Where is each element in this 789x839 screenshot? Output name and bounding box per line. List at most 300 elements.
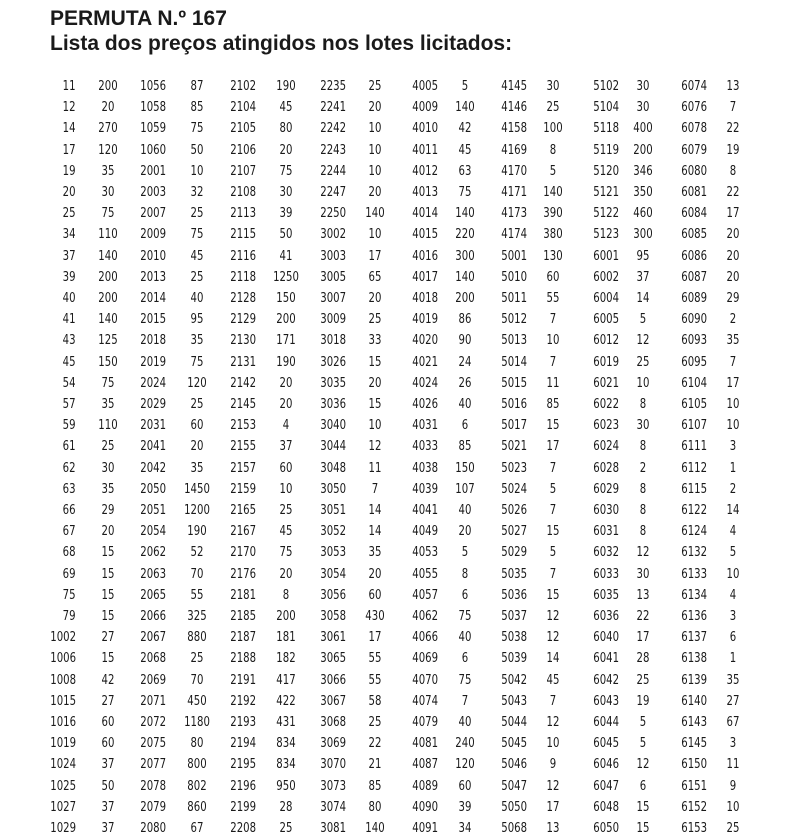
lot-number: 2185 [230, 609, 256, 624]
lot-price: 400 [633, 121, 653, 137]
table-row [0, 585, 789, 606]
lot-price: 55 [546, 291, 560, 306]
lot-price: 200 [98, 269, 118, 285]
lot-number: 6105 [681, 397, 707, 412]
lot-price: 800 [187, 757, 207, 773]
lot-price: 15 [546, 587, 560, 603]
lot-number: 4016 [412, 248, 438, 264]
lot-number: 2029 [140, 397, 166, 412]
lot-number: 6022 [593, 397, 619, 412]
lot-number: 4019 [412, 312, 438, 328]
lot-price: 10 [726, 397, 740, 412]
lot-price: 75 [190, 121, 204, 137]
lot-number: 2145 [230, 397, 256, 412]
lot-price: 10 [279, 481, 293, 497]
lot-price: 20 [368, 375, 382, 391]
lot-number: 3069 [320, 736, 346, 752]
lot-price: 200 [276, 312, 296, 328]
lot-price: 200 [633, 142, 653, 158]
lot-price: 85 [368, 778, 382, 794]
lot-number: 2063 [140, 566, 166, 582]
lot-number: 4017 [412, 269, 438, 285]
lot-number: 6084 [681, 206, 707, 222]
lot-price: 45 [190, 248, 204, 264]
lot-number: 2113 [230, 206, 256, 222]
lot-price: 10 [368, 227, 382, 243]
lot-number: 5047 [501, 778, 527, 794]
lot-number: 43 [63, 333, 76, 349]
lot-number: 6002 [593, 269, 619, 285]
lot-price: 17 [546, 799, 560, 815]
lot-number: 5102 [593, 79, 619, 94]
lot-price: 25 [101, 439, 115, 455]
lot-price: 8 [549, 142, 557, 158]
lot-number: 2001 [140, 163, 166, 179]
lot-price: 9 [549, 757, 557, 773]
lot-price: 13 [726, 79, 740, 94]
lot-number: 2051 [140, 503, 166, 518]
lot-number: 6104 [681, 375, 707, 391]
lot-price: 7 [549, 503, 557, 518]
lot-price: 42 [101, 672, 115, 688]
lot-number: 3048 [320, 460, 346, 476]
lot-number: 4171 [501, 185, 527, 200]
lot-number: 3054 [320, 566, 346, 582]
lot-price: 50 [279, 227, 293, 243]
lot-price: 182 [276, 651, 296, 667]
lot-number: 5039 [501, 651, 527, 667]
lot-price: 200 [98, 79, 118, 94]
lot-price: 12 [368, 439, 382, 455]
lot-number: 2062 [140, 545, 166, 561]
lot-price: 30 [101, 185, 115, 200]
lot-price: 60 [101, 715, 115, 730]
table-row [0, 288, 789, 309]
lot-price: 190 [276, 354, 296, 370]
lot-price: 1 [729, 460, 737, 476]
lot-number: 25 [63, 206, 76, 222]
lot-price: 100 [543, 121, 563, 137]
table-row [0, 246, 789, 267]
lot-price: 140 [455, 100, 475, 116]
lot-number: 5024 [501, 481, 527, 497]
lot-number: 6021 [593, 375, 619, 391]
lot-price: 8 [639, 481, 647, 497]
lot-price: 10 [726, 566, 740, 582]
table-row [0, 224, 789, 245]
lot-number: 5043 [501, 693, 527, 709]
lot-price: 300 [633, 227, 653, 243]
lot-number: 5120 [593, 163, 619, 179]
lot-number: 3066 [320, 672, 346, 688]
lot-price: 460 [633, 206, 653, 222]
lot-price: 10 [368, 163, 382, 179]
lot-number: 69 [63, 566, 76, 582]
lot-price: 50 [101, 778, 115, 794]
lot-number: 2078 [140, 778, 166, 794]
lot-number: 19 [63, 163, 76, 179]
lot-number: 1019 [50, 736, 76, 752]
lot-price: 17 [546, 439, 560, 455]
lot-price: 5 [461, 79, 469, 94]
lot-price: 240 [455, 736, 475, 752]
lot-price: 802 [187, 778, 207, 794]
lot-price: 85 [546, 397, 560, 412]
table-row [0, 203, 789, 224]
lot-number: 2024 [140, 375, 166, 391]
table-row [0, 330, 789, 351]
lot-number: 4026 [412, 397, 438, 412]
lot-price: 417 [276, 672, 296, 688]
lot-price: 5 [639, 312, 647, 328]
lot-price: 1450 [184, 481, 210, 497]
lot-price: 15 [101, 545, 115, 561]
lot-number: 12 [63, 100, 76, 116]
lot-number: 6150 [681, 757, 707, 773]
lot-price: 20 [368, 566, 382, 582]
lot-number: 6139 [681, 672, 707, 688]
lot-number: 4174 [501, 227, 527, 243]
lot-price: 17 [368, 630, 382, 646]
lot-price: 35 [101, 163, 115, 179]
lot-number: 54 [63, 375, 76, 391]
lot-number: 5104 [593, 100, 619, 116]
lot-number: 6136 [681, 609, 707, 624]
lot-price: 5 [639, 736, 647, 752]
lot-price: 20 [279, 375, 293, 391]
lot-price: 70 [190, 672, 204, 688]
lot-number: 3009 [320, 312, 346, 328]
lot-price: 30 [279, 185, 293, 200]
lot-price: 37 [101, 757, 115, 773]
lot-price: 190 [187, 524, 207, 540]
lot-number: 2067 [140, 630, 166, 646]
lot-price: 8 [639, 503, 647, 518]
table-row [0, 436, 789, 457]
lot-number: 6152 [681, 799, 707, 815]
lot-number: 1008 [50, 672, 76, 688]
lot-number: 2191 [230, 672, 256, 688]
lot-number: 1002 [50, 630, 76, 646]
lot-number: 1006 [50, 651, 76, 667]
lot-number: 6031 [593, 524, 619, 540]
lot-number: 4170 [501, 163, 527, 179]
table-row [0, 648, 789, 669]
lot-number: 3058 [320, 609, 346, 624]
lot-price: 32 [190, 185, 204, 200]
lot-number: 5021 [501, 439, 527, 455]
lot-number: 6048 [593, 799, 619, 815]
lot-price: 10 [726, 799, 740, 815]
lot-price: 37 [279, 439, 293, 455]
lot-number: 6004 [593, 291, 619, 306]
lot-price: 20 [726, 248, 740, 264]
lot-price: 200 [455, 291, 475, 306]
lot-number: 6079 [681, 142, 707, 158]
lot-price: 34 [458, 821, 472, 836]
lot-price: 12 [636, 757, 650, 773]
lot-number: 6012 [593, 333, 619, 349]
lot-price: 834 [276, 736, 296, 752]
lot-price: 90 [458, 333, 472, 349]
lot-number: 2157 [230, 460, 256, 476]
lot-number: 4020 [412, 333, 438, 349]
lot-price: 4 [729, 587, 737, 603]
lot-price: 15 [101, 609, 115, 624]
lot-number: 2244 [320, 163, 346, 179]
lot-number: 1016 [50, 715, 76, 730]
lot-number: 2115 [230, 227, 256, 243]
lot-price: 20 [101, 100, 115, 116]
lot-number: 14 [63, 121, 76, 137]
lot-number: 5013 [501, 333, 527, 349]
lot-price: 75 [190, 354, 204, 370]
lot-price: 12 [546, 630, 560, 646]
lot-price: 12 [636, 333, 650, 349]
lot-number: 4079 [412, 715, 438, 730]
table-row [0, 352, 789, 373]
lot-number: 1029 [50, 821, 76, 836]
lot-price: 110 [98, 418, 118, 434]
lot-price: 15 [101, 587, 115, 603]
lot-price: 37 [101, 821, 115, 836]
lot-price: 10 [636, 375, 650, 391]
lot-number: 4041 [412, 503, 438, 518]
lot-price: 25 [368, 79, 382, 94]
table-row [0, 500, 789, 521]
lot-price: 14 [546, 651, 560, 667]
lot-price: 3 [729, 439, 737, 455]
lot-number: 4024 [412, 375, 438, 391]
lot-number: 4062 [412, 609, 438, 624]
lot-price: 110 [98, 227, 118, 243]
table-row [0, 479, 789, 500]
lot-number: 4011 [412, 142, 438, 158]
table-row [0, 754, 789, 775]
lot-price: 2 [729, 481, 737, 497]
table-row [0, 309, 789, 330]
lot-price: 140 [98, 248, 118, 264]
lot-price: 25 [368, 312, 382, 328]
lot-price: 20 [458, 524, 472, 540]
lot-number: 4039 [412, 481, 438, 497]
lot-number: 6028 [593, 460, 619, 476]
lot-number: 2079 [140, 799, 166, 815]
lot-price: 5 [639, 715, 647, 730]
lot-number: 2130 [230, 333, 256, 349]
lot-price: 86 [458, 312, 472, 328]
lot-number: 41 [63, 312, 76, 328]
lot-number: 63 [63, 481, 76, 497]
lot-price: 28 [279, 799, 293, 815]
lot-price: 3 [729, 609, 737, 624]
lot-price: 5 [461, 545, 469, 561]
lot-number: 2031 [140, 418, 166, 434]
lot-number: 6134 [681, 587, 707, 603]
table-row [0, 118, 789, 139]
lot-price: 42 [458, 121, 472, 137]
lot-price: 14 [636, 291, 650, 306]
lot-price: 27 [726, 693, 740, 709]
lot-price: 13 [636, 587, 650, 603]
lot-price: 55 [368, 672, 382, 688]
lot-number: 6033 [593, 566, 619, 582]
lot-number: 4070 [412, 672, 438, 688]
lot-price: 33 [368, 333, 382, 349]
lot-number: 4014 [412, 206, 438, 222]
lot-price: 200 [276, 609, 296, 624]
lot-price: 29 [726, 291, 740, 306]
lot-number: 2188 [230, 651, 256, 667]
lot-number: 6035 [593, 587, 619, 603]
lot-number: 5050 [501, 799, 527, 815]
lot-price: 25 [636, 354, 650, 370]
lot-number: 6090 [681, 312, 707, 328]
lot-price: 1180 [184, 715, 210, 730]
lot-number: 4091 [412, 821, 438, 836]
lot-price: 58 [368, 693, 382, 709]
lot-price: 380 [543, 227, 563, 243]
page-title: PERMUTA N.º 167 [50, 7, 227, 30]
lot-price: 35 [190, 460, 204, 476]
lot-number: 1056 [140, 79, 166, 94]
lot-number: 4090 [412, 799, 438, 815]
lot-price: 39 [458, 799, 472, 815]
lot-price: 125 [98, 333, 118, 349]
lot-price: 35 [726, 672, 740, 688]
lot-price: 35 [726, 333, 740, 349]
lot-number: 57 [63, 397, 76, 412]
lot-number: 3036 [320, 397, 346, 412]
lot-number: 3035 [320, 375, 346, 391]
lot-number: 2192 [230, 693, 256, 709]
lot-number: 2159 [230, 481, 256, 497]
lot-number: 6023 [593, 418, 619, 434]
lot-number: 3074 [320, 799, 346, 815]
lot-number: 2007 [140, 206, 166, 222]
lot-price: 14 [368, 524, 382, 540]
lot-price: 25 [636, 672, 650, 688]
lot-number: 6050 [593, 821, 619, 836]
lot-number: 2071 [140, 693, 166, 709]
lot-price: 45 [458, 142, 472, 158]
lot-number: 2003 [140, 185, 166, 200]
lot-number: 37 [63, 248, 76, 264]
lot-number: 3065 [320, 651, 346, 667]
lot-price: 150 [98, 354, 118, 370]
lot-number: 6115 [681, 481, 707, 497]
lot-number: 3051 [320, 503, 346, 518]
lot-price: 15 [546, 524, 560, 540]
lot-number: 3081 [320, 821, 346, 836]
lot-number: 6029 [593, 481, 619, 497]
lot-number: 3073 [320, 778, 346, 794]
lot-number: 4081 [412, 736, 438, 752]
lot-number: 2199 [230, 799, 256, 815]
lot-number: 68 [63, 545, 76, 561]
lot-number: 5014 [501, 354, 527, 370]
lot-price: 40 [190, 291, 204, 306]
lot-price: 2 [729, 312, 737, 328]
lot-number: 6122 [681, 503, 707, 518]
table-row [0, 182, 789, 203]
lot-price: 12 [546, 715, 560, 730]
lot-number: 5010 [501, 269, 527, 285]
lot-number: 2176 [230, 566, 256, 582]
lot-price: 10 [190, 163, 204, 179]
lot-number: 3070 [320, 757, 346, 773]
lot-number: 4021 [412, 354, 438, 370]
lot-price: 22 [726, 121, 740, 137]
lot-number: 6137 [681, 630, 707, 646]
lot-price: 40 [458, 503, 472, 518]
table-row [0, 564, 789, 585]
lot-number: 34 [63, 227, 76, 243]
lot-number: 2196 [230, 778, 256, 794]
lot-price: 20 [368, 100, 382, 116]
lot-price: 13 [546, 821, 560, 836]
lot-number: 5123 [593, 227, 619, 243]
lot-number: 6076 [681, 100, 707, 116]
lot-number: 2019 [140, 354, 166, 370]
lot-price: 6 [461, 418, 469, 434]
lot-number: 2187 [230, 630, 256, 646]
lot-number: 61 [63, 439, 76, 455]
lot-price: 17 [368, 248, 382, 264]
table-row [0, 394, 789, 415]
lot-number: 2131 [230, 354, 256, 370]
lot-number: 11 [63, 79, 76, 94]
lot-price: 25 [279, 503, 293, 518]
lot-price: 6 [639, 778, 647, 794]
lot-number: 2194 [230, 736, 256, 752]
lot-price: 20 [368, 291, 382, 306]
lot-price: 8 [639, 397, 647, 412]
lot-price: 35 [101, 481, 115, 497]
lot-price: 27 [101, 693, 115, 709]
lot-number: 4146 [501, 100, 527, 116]
lot-number: 6001 [593, 248, 619, 264]
lot-number: 5036 [501, 587, 527, 603]
table-row [0, 606, 789, 627]
lot-price: 834 [276, 757, 296, 773]
table-row [0, 140, 789, 161]
lot-number: 2118 [230, 269, 256, 285]
lot-number: 4053 [412, 545, 438, 561]
lot-price: 19 [726, 142, 740, 158]
lot-price: 14 [726, 503, 740, 518]
table-row [0, 458, 789, 479]
lot-number: 6045 [593, 736, 619, 752]
lot-price: 75 [279, 545, 293, 561]
lot-price: 346 [633, 163, 653, 179]
lot-price: 25 [190, 397, 204, 412]
lot-number: 2102 [230, 79, 256, 94]
lot-price: 450 [187, 693, 207, 709]
lot-number: 3061 [320, 630, 346, 646]
table-row [0, 776, 789, 797]
lot-number: 3044 [320, 439, 346, 455]
lot-price: 11 [726, 757, 740, 773]
lot-price: 25 [279, 821, 293, 836]
lot-price: 140 [365, 821, 385, 836]
lot-price: 25 [726, 821, 740, 836]
lot-price: 70 [190, 566, 204, 582]
lot-price: 55 [190, 587, 204, 603]
lot-number: 3068 [320, 715, 346, 730]
lot-number: 2050 [140, 481, 166, 497]
lot-price: 7 [549, 693, 557, 709]
